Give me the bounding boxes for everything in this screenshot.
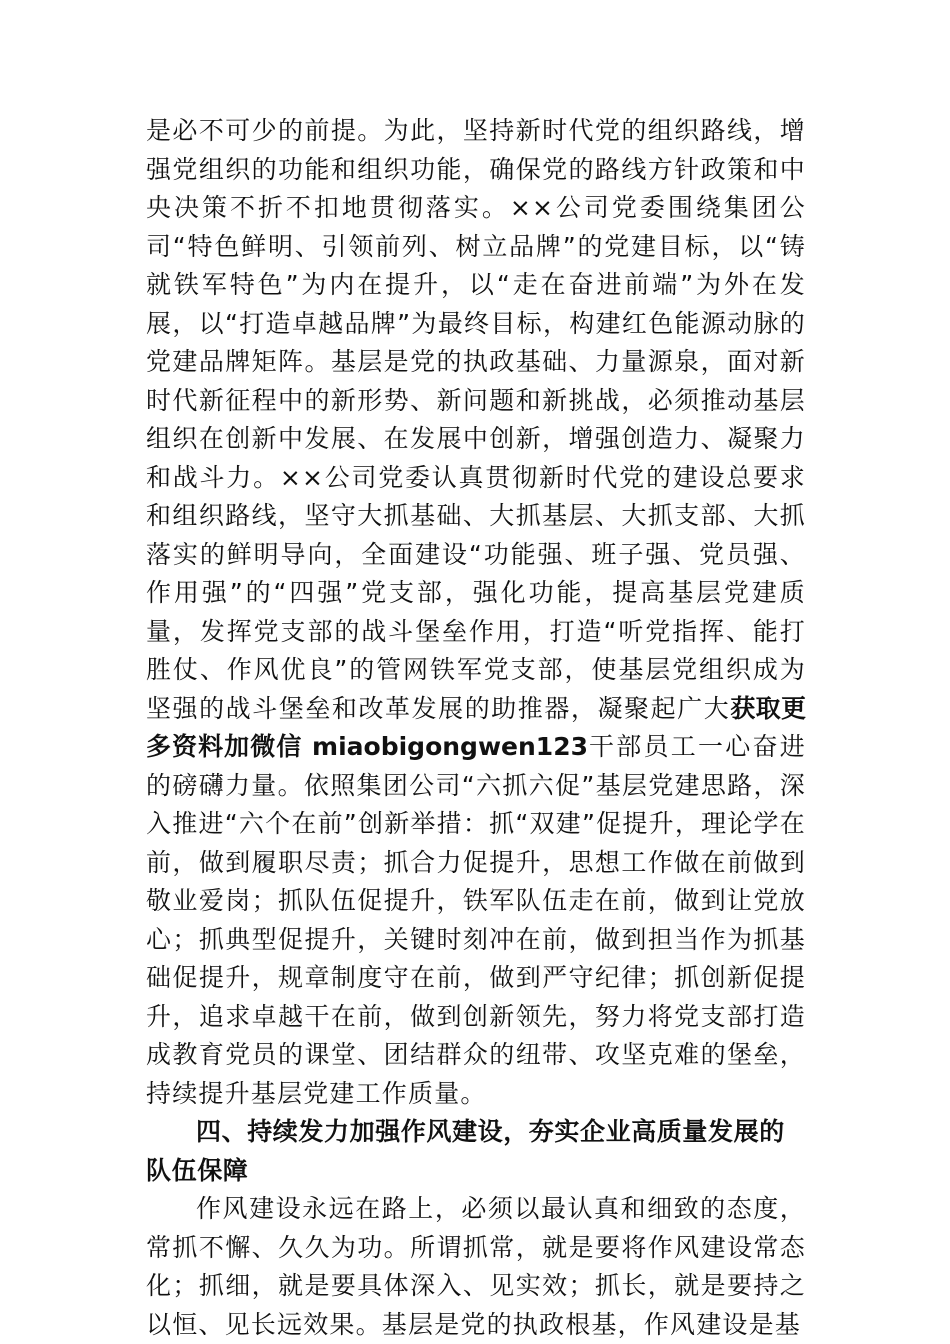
wechat-note: 获取更多资料加微信 miaobigongwen123 [146, 693, 806, 761]
paragraph-text-part1: 是必不可少的前提。为此，坚持新时代党的组织路线，增强党组织的功能和组织功能，确保党的路线方针政策和中央决策不折不扣地贯彻落实。××公司党委围绕集团公司“特色鲜明、引领前列、树立品牌”的党建目标，以“铸就铁军特色”为内在提升，以“走在奋进前端”为外在发展，以“打造卓越品牌”为最终目标，构建红色能源动脉的党建品牌矩阵。基层是党的执政基础、力量源泉，面对新时代新征程中的新形势、新问题和新挑战，必须推动基层组织在创新中发展、在发展中创新，增强创造力、凝聚力和战斗力。××公司党委认真贯彻新时代党的建设总要求和组织路线，坚守大抓基础、大抓基层、大抓支部、大抓落实的鲜明导向，全面建设“功能强、班子强、党员强、作用强”的“四强”党支部，强化功能，提高基层党建质量，发挥党支部的战斗堡垒作用，打造“听党指挥、能打胜仗、作风优良”的管网铁军党支部，使基层党组织成为坚强的战斗堡垒和改革发展的助推器，凝聚起广大 [146, 116, 806, 723]
document-body [146, 112, 806, 1344]
body-paragraph-party-building [146, 112, 806, 1113]
paragraph-text-part2: 干部员工一心奋进的磅礴力量。依照集团公司“六抓六促”基层党建思路，深入推进“六个在前”创新举措：抓“双建”促提升，理论学在前，做到履职尽责；抓合力促提升，思想工作做在前做到敬业爱岗；抓队伍促提升，铁军队伍走在前，做到让党放心；抓典型促提升，关键时刻冲在前，做到担当作为抓基础促提升，规章制度守在前，做到严守纪律；抓创新促提升，追求卓越干在前，做到创新领先，努力将党支部打造成教育党员的课堂、团结群众的纽带、攻坚克难的堡垒，持续提升基层党建工作质量。 [146, 732, 806, 1108]
body-paragraph-work-style: 作风建设永远在路上，必须以最认真和细致的态度，常抓不懈、久久为功。所谓抓常，就是要将作风建设常态化；抓细，就是要具体深入、见实效；抓长，就是要持之以恒、见长远效果。基层是党的执政根基，作风建设是基 [146, 1194, 806, 1339]
section-heading-4: 四、持续发力加强作风建设，夯实企业高质量发展的队伍保障 [146, 1117, 785, 1185]
